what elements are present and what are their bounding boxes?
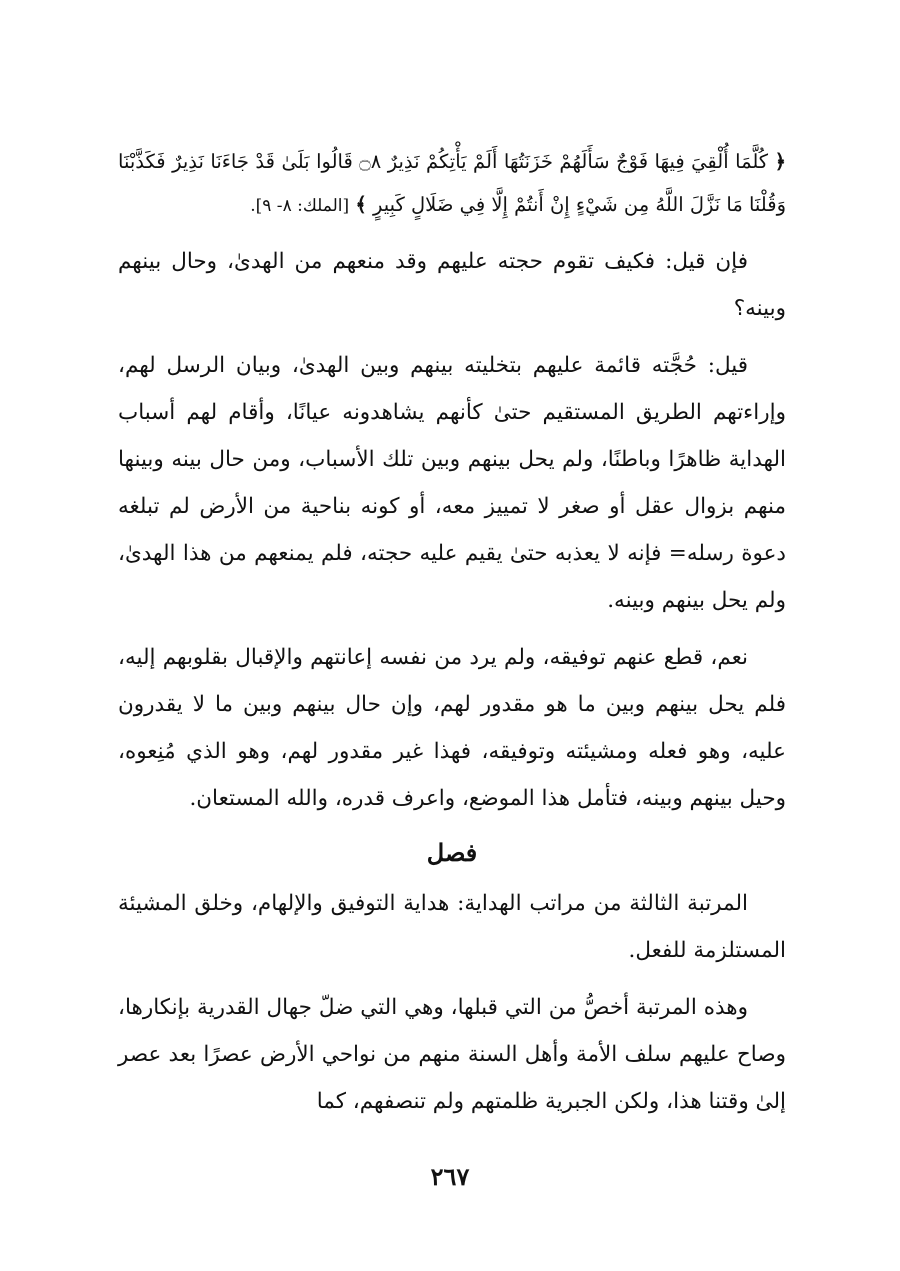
paragraph-rank-description: وهذه المرتبة أخصُّ من التي قبلها، وهي التي ضلّ جهال القدرية بإنكارها، وصاح عليهم سلف الأمة وأهل السنة منهم من نواحي الأرض عصرًا بعد عصر إلىٰ وقتنا هذا، ولكن الجبرية ظلمتهم ولم تنصفهم، كما [118,995,786,1114]
ayah-number-mark: ۝٨ [359,150,382,173]
quran-reference: [الملك: ٨- ٩]. [250,196,350,216]
page-body [118,140,786,1125]
paragraph-third-rank: المرتبة الثالثة من مراتب الهداية: هداية التوفيق والإلهام، وخلق المشيئة المستلزمة للفعل. [118,891,786,963]
quran-verse-9: قَالُوا بَلَىٰ قَدْ جَاءَنَا نَذِيرٌ فَكَذَّبْنَا وَقُلْنَا مَا نَزَّلَ اللَّهُ مِن شَيْءٍ إِنْ أَنتُمْ إِلَّا فِي ضَلَالٍ كَبِيرٍ [118,150,786,216]
paragraph-question: فإن قيل: فكيف تقوم حجته عليهم وقد منعهم من الهدىٰ، وحال بينهم وبينه؟ [118,249,786,321]
paragraph-clarification: نعم، قطع عنهم توفيقه، ولم يرد من نفسه إعانتهم والإقبال بقلوبهم إليه، فلم يحل بينهم وبين ما هو مقدور لهم، وإن حال بينهم وبين ما لا يقدرون عليه، وهو فعله ومشيئته وتوفيقه، فهذا غير مقدور لهم، وهو الذي مُنِعوه، وحيل بينهم وبينه، فتأمل هذا الموضع، واعرف قدره، والله المستعان. [118,645,786,811]
quran-verse-block [118,140,786,228]
section-heading: فصل [426,838,478,867]
quran-verse-8: كُلَّمَا أُلْقِيَ فِيهَا فَوْجٌ سَأَلَهُمْ خَزَنَتُهَا أَلَمْ يَأْتِكُمْ نَذِيرٌ [387,150,769,173]
page-number: ٢٦٧ [430,1162,470,1191]
paragraph-answer: قيل: حُجَّته قائمة عليهم بتخليته بينهم وبين الهدىٰ، وبيان الرسل لهم، وإراءتهم الطريق المستقيم حتىٰ كأنهم يشاهدونه عيانًا، وأقام لهم أسباب الهداية ظاهرًا وباطنًا، ولم يحل بينهم وبين تلك الأسباب، ومن حال بينه وبينها منهم بزوال عقل أو صغر لا تمييز معه، أو كونه بناحية من الأرض لم تبلغه دعوة رسله= فإنه لا يعذبه حتىٰ يقيم عليه حجته، فلم يمنعهم من هذا الهدىٰ، ولم يحل بينهم وبينه. [118,353,786,613]
quran-close-brace: ﴾ [355,193,367,216]
quran-open-brace: ﴿ [774,150,787,173]
